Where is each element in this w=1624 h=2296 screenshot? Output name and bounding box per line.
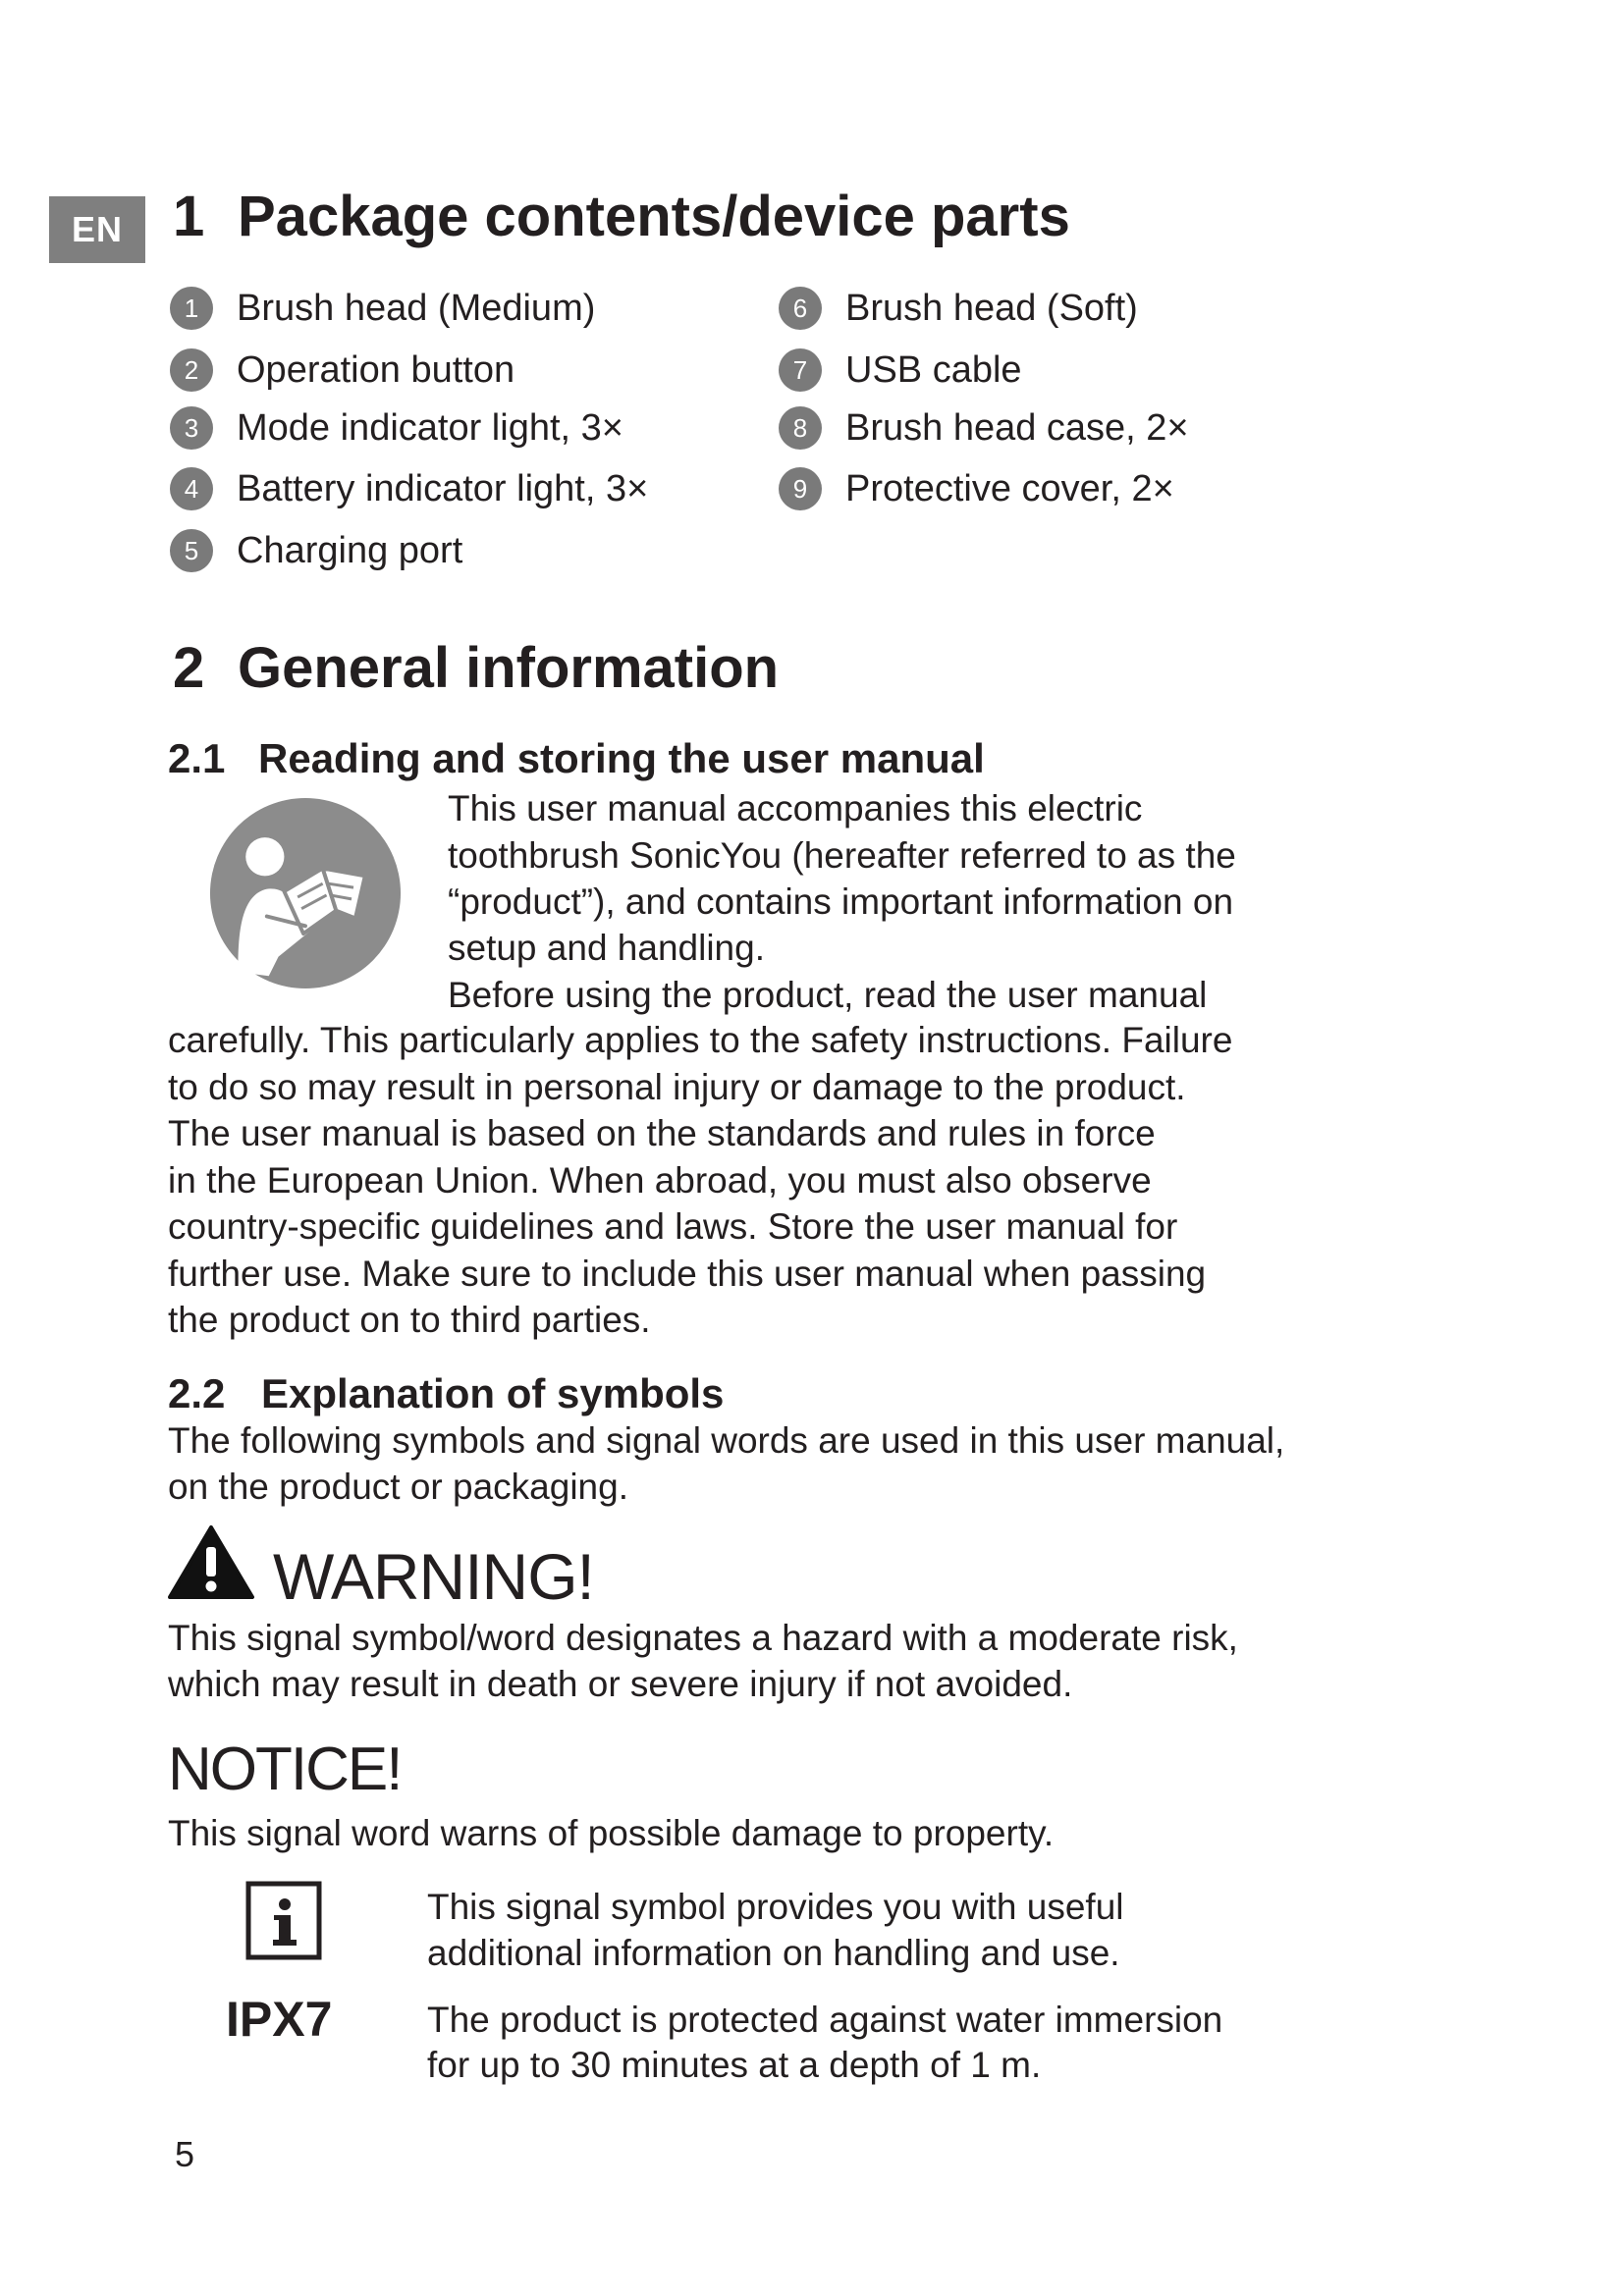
paragraph-line: in the European Union. When abroad, you must also observe bbox=[168, 1160, 1152, 1201]
warning-label: WARNING! bbox=[273, 1540, 594, 1613]
info-icon bbox=[245, 1881, 322, 1960]
paragraph-line: further use. Make sure to include this user manual when passing bbox=[168, 1254, 1207, 1294]
part-number-badge: 9 bbox=[779, 467, 822, 510]
part-number-badge: 2 bbox=[170, 348, 213, 392]
part-label: Battery indicator light, 3× bbox=[237, 468, 649, 509]
paragraph-line: toothbrush SonicYou (hereafter referred to as the bbox=[448, 835, 1236, 876]
section2-number: 2 bbox=[173, 636, 205, 700]
part-item bbox=[779, 465, 1174, 512]
read-manual-icon bbox=[209, 797, 402, 989]
part-label: Charging port bbox=[237, 530, 463, 571]
part-number-badge: 5 bbox=[170, 529, 213, 572]
paragraph-line: additional information on handling and use. bbox=[427, 1933, 1120, 1973]
paragraph-line: country-specific guidelines and laws. Store the user manual for bbox=[168, 1206, 1178, 1247]
part-label: Brush head (Medium) bbox=[237, 288, 596, 329]
paragraph-line: setup and handling. bbox=[448, 928, 765, 968]
language-badge: EN bbox=[49, 196, 145, 263]
subsection-2-1-title: Reading and storing the user manual bbox=[258, 735, 985, 781]
paragraph-line: which may result in death or severe injury if not avoided. bbox=[168, 1664, 1073, 1704]
paragraph-line: “product”), and contains important information on bbox=[448, 881, 1234, 922]
section1-title: Package contents/device parts bbox=[238, 185, 1070, 248]
part-number-badge: 1 bbox=[170, 287, 213, 330]
part-number-badge: 7 bbox=[779, 348, 822, 392]
part-item bbox=[170, 465, 648, 512]
paragraph-line: The user manual is based on the standards and rules in force bbox=[168, 1113, 1156, 1153]
paragraph-line: The following symbols and signal words are used in this user manual, bbox=[168, 1420, 1285, 1461]
paragraph-line: to do so may result in personal injury or damage to the product. bbox=[168, 1067, 1186, 1107]
section2-title: General information bbox=[238, 636, 780, 700]
part-number-badge: 4 bbox=[170, 467, 213, 510]
part-item bbox=[170, 285, 595, 332]
part-number-badge: 6 bbox=[779, 287, 822, 330]
part-item bbox=[779, 285, 1138, 332]
part-label: Operation button bbox=[237, 349, 515, 391]
section1-number: 1 bbox=[173, 185, 205, 248]
paragraph-line: on the product or packaging. bbox=[168, 1467, 628, 1507]
part-label: Brush head case, 2× bbox=[845, 407, 1189, 449]
paragraph-line: Before using the product, read the user manual bbox=[448, 975, 1208, 1015]
part-label: Mode indicator light, 3× bbox=[237, 407, 623, 449]
notice-label: NOTICE! bbox=[168, 1735, 402, 1803]
part-number-badge: 8 bbox=[779, 406, 822, 450]
paragraph-line: The product is protected against water immersion bbox=[427, 2000, 1223, 2040]
page-number: 5 bbox=[175, 2134, 195, 2174]
paragraph-line: the product on to third parties. bbox=[168, 1300, 651, 1340]
part-item bbox=[779, 404, 1189, 452]
part-item bbox=[170, 527, 462, 574]
paragraph-line: carefully. This particularly applies to the safety instructions. Failure bbox=[168, 1020, 1233, 1060]
paragraph-line: for up to 30 minutes at a depth of 1 m. bbox=[427, 2045, 1042, 2085]
paragraph-line: This user manual accompanies this electric bbox=[448, 788, 1143, 828]
subsection-2-2-title: Explanation of symbols bbox=[261, 1370, 725, 1416]
part-label: USB cable bbox=[845, 349, 1022, 391]
subsection-2-2-number: 2.2 bbox=[168, 1370, 226, 1416]
part-item bbox=[170, 347, 514, 394]
ipx7-label: IPX7 bbox=[226, 1992, 333, 2047]
subsection-2-1-number: 2.1 bbox=[168, 735, 226, 781]
paragraph-line: This signal word warns of possible damage to property. bbox=[168, 1813, 1055, 1853]
part-item bbox=[779, 347, 1022, 394]
part-label: Brush head (Soft) bbox=[845, 288, 1138, 329]
part-number-badge: 3 bbox=[170, 406, 213, 450]
part-item bbox=[170, 404, 623, 452]
warning-triangle-icon bbox=[167, 1523, 255, 1600]
paragraph-line: This signal symbol/word designates a hazard with a moderate risk, bbox=[168, 1618, 1238, 1658]
part-label: Protective cover, 2× bbox=[845, 468, 1174, 509]
paragraph-line: This signal symbol provides you with useful bbox=[427, 1887, 1124, 1927]
